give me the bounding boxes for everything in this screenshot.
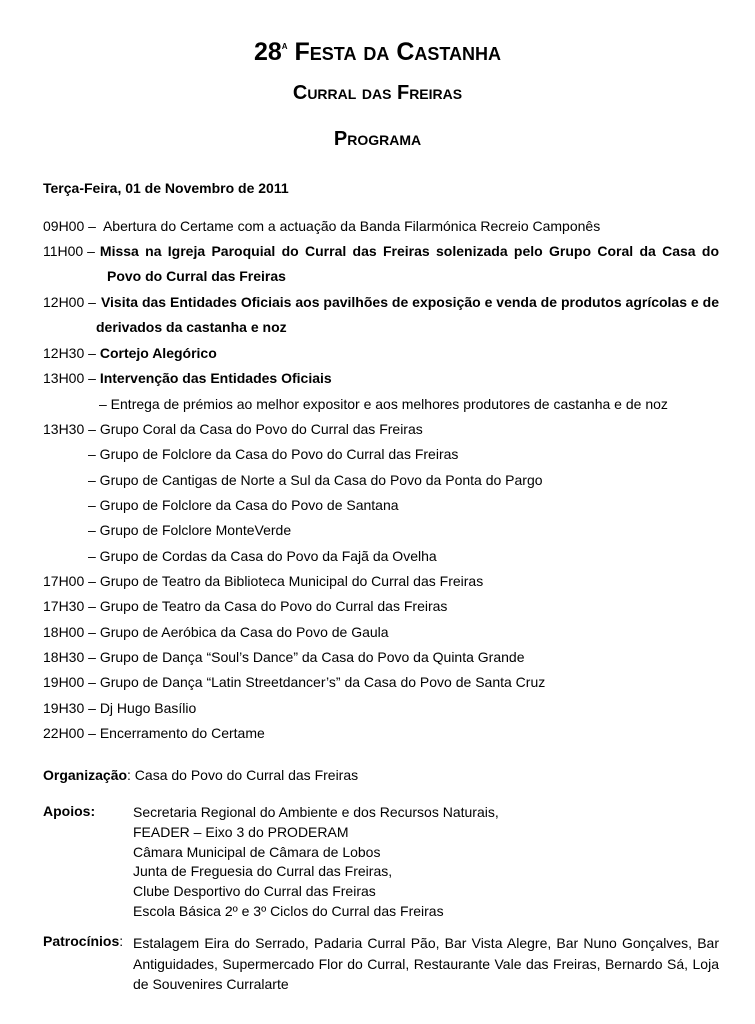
schedule-text-continued: derivados da castanha e noz: [96, 319, 287, 335]
schedule-item: – Grupo de Folclore MonteVerde: [88, 522, 292, 538]
subtitle: Curral das Freiras: [292, 82, 463, 104]
section-title: Programa: [333, 128, 422, 150]
schedule-item: 13H30 – Grupo Coral da Casa do Povo do Curral das Freiras: [43, 421, 423, 437]
schedule-text: Missa na Igreja Paroquial do Curral das Freiras solenizada pelo Grupo Coral da Casa do: [99, 243, 719, 259]
organizacao-label: Organização: [43, 767, 128, 783]
apoios-label: Apoios:: [43, 803, 96, 819]
apoio-item: Clube Desportivo do Curral das Freiras: [133, 883, 376, 900]
schedule-item: 19H30 – Dj Hugo Basílio: [43, 700, 197, 716]
schedule-time: 11H00 –: [43, 243, 95, 259]
patrocinios-line: Antiguidades, Supermercado Flor do Curral, Restaurante Vale das Freiras, Bernardo Sá, Loja: [133, 955, 719, 972]
patrocinios-colon: :: [119, 933, 124, 949]
schedule-item: [43, 370, 332, 386]
patrocinios-label-text: Patrocínios: [43, 933, 120, 949]
schedule-item: – Grupo de Folclore da Casa do Povo de Santana: [88, 497, 399, 513]
schedule-item: 17H30 – Grupo de Teatro da Casa do Povo do Curral das Freiras: [43, 598, 448, 614]
apoio-item: Câmara Municipal de Câmara de Lobos: [133, 843, 381, 860]
apoio-item: FEADER – Eixo 3 do PRODERAM: [133, 823, 349, 840]
schedule-item: [43, 243, 719, 259]
schedule-item: 22H00 – Encerramento do Certame: [43, 725, 265, 741]
schedule-item: – Grupo de Cordas da Casa do Povo da Fajã da Ovelha: [88, 548, 437, 564]
schedule-item: – Entrega de prémios ao melhor expositor e aos melhores produtores de castanha e de noz: [99, 396, 668, 412]
schedule-text: Visita das Entidades Oficiais aos pavilhões de exposição e venda de produtos agrícolas e de: [100, 294, 719, 310]
schedule-item: [43, 345, 217, 361]
apoios-list: [133, 803, 499, 922]
title-text: Festa da Castanha: [294, 38, 502, 66]
patrocinios-label: [43, 933, 123, 949]
schedule-text: Abertura do Certame com a actuação da Banda Filarmónica Recreio Camponês: [102, 218, 601, 234]
organizacao: [43, 767, 358, 783]
schedule-time: 13H00 –: [43, 370, 96, 386]
apoio-item: Escola Básica 2º e 3º Ciclos do Curral das Freiras: [133, 902, 444, 919]
schedule-text: Intervenção das Entidades Oficiais: [99, 370, 332, 386]
title-superscript: a: [281, 40, 288, 52]
schedule-item: 18H30 – Grupo de Dança “Soul’s Dance” da Casa do Povo da Quinta Grande: [43, 649, 525, 665]
schedule-time: 12H00 –: [43, 294, 96, 310]
page-title: [0, 38, 755, 67]
patrocinios-line: Estalagem Eira do Serrado, Padaria Curral Pão, Bar Vista Alegre, Bar Nuno Gonçalves, Bar: [133, 935, 719, 951]
schedule-time: 12H30 –: [43, 345, 96, 361]
schedule-time: 09H00 –: [43, 218, 96, 234]
schedule-item: [43, 218, 600, 234]
schedule-item: – Grupo de Folclore da Casa do Povo do Curral das Freiras: [88, 446, 459, 462]
organizacao-value: : Casa do Povo do Curral das Freiras: [127, 767, 359, 783]
schedule-item: – Grupo de Cantigas de Norte a Sul da Casa do Povo da Ponta do Pargo: [88, 472, 543, 488]
patrocinios-list: [133, 933, 719, 995]
schedule-item: 19H00 – Grupo de Dança “Latin Streetdancer’s” da Casa do Povo de Santa Cruz: [43, 674, 546, 690]
title-number: 28: [253, 38, 282, 66]
apoio-item: Secretaria Regional do Ambiente e dos Recursos Naturais,: [133, 804, 499, 820]
schedule-item: 17H00 – Grupo de Teatro da Biblioteca Municipal do Curral das Freiras: [43, 573, 484, 589]
schedule-text-continued: Povo do Curral das Freiras: [107, 268, 286, 284]
event-date: Terça-Feira, 01 de Novembro de 2011: [43, 180, 289, 196]
schedule-item: [43, 294, 719, 310]
apoio-item: Junta de Freguesia do Curral das Freiras,: [133, 863, 393, 880]
patrocinios-line: de Souvenires Curralarte: [133, 976, 289, 992]
schedule-item: 18H00 – Grupo de Aeróbica da Casa do Povo de Gaula: [43, 624, 389, 640]
schedule-text: Cortejo Alegórico: [99, 345, 217, 361]
